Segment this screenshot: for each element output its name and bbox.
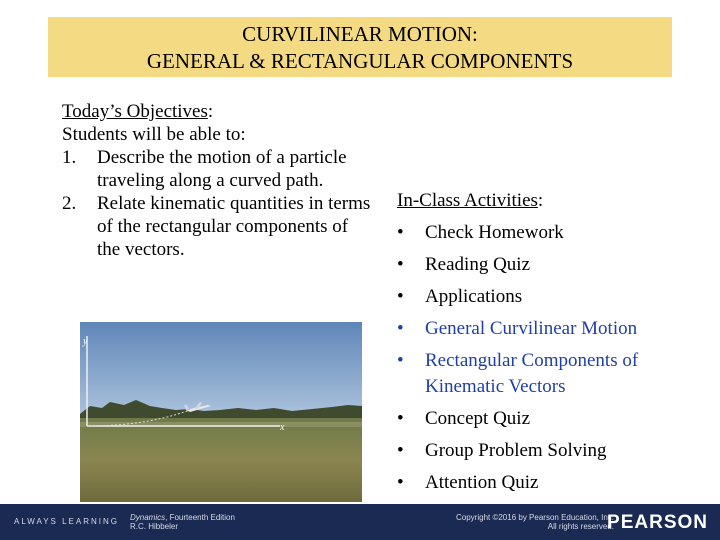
activities-heading: In-Class Activities (397, 190, 538, 211)
activity-item (397, 249, 697, 281)
activity-item (397, 281, 697, 313)
pearson-logo: PEARSON (607, 512, 708, 533)
title-line-1: CURVILINEAR MOTION: (242, 22, 478, 46)
activity-item-current (397, 345, 697, 403)
bullet-icon: • (397, 472, 404, 493)
copyright-line-2: All rights reserved. (547, 522, 614, 531)
copyright-line-1: Copyright ©2016 by Pearson Education, Inc. (456, 513, 614, 522)
activity-text: Attention Quiz (425, 472, 539, 493)
book-title: Dynamics (130, 513, 166, 522)
activity-item (397, 467, 697, 499)
objective-text: Describe the motion of a particle traveling along a curved path. (97, 147, 347, 191)
objectives-section (62, 100, 372, 261)
objective-text: Relate kinematic quantities in terms of the rectangular components of the vectors. (97, 193, 371, 260)
book-edition: , Fourteenth Edition (165, 513, 235, 522)
airplane-takeoff-photo (80, 322, 362, 502)
activity-item (397, 403, 697, 435)
activity-item (397, 435, 697, 467)
bullet-icon: • (397, 318, 404, 339)
bullet-icon: • (397, 408, 404, 429)
photo-illustration (80, 322, 362, 502)
always-learning-tagline: ALWAYS LEARNING (14, 517, 119, 526)
bullet-icon: • (397, 254, 404, 275)
objectives-heading: Today’s Objectives (62, 101, 208, 122)
bullet-icon: • (397, 222, 404, 243)
objectives-intro: Students will be able to: (62, 124, 246, 145)
slide-title (48, 17, 672, 77)
activities-heading-row (397, 185, 697, 217)
footer-bar (0, 504, 720, 540)
activity-text: Reading Quiz (425, 254, 531, 275)
bullet-icon: • (397, 350, 404, 371)
objective-item (62, 192, 372, 261)
x-axis-label: x (280, 422, 285, 433)
book-credit (130, 513, 235, 531)
activity-text: Rectangular Components of Kinematic Vectors (425, 350, 639, 397)
copyright (456, 513, 614, 531)
sky (80, 322, 362, 414)
activity-text: Concept Quiz (425, 408, 531, 429)
objective-number: 1. (62, 147, 77, 168)
activity-item (397, 217, 697, 249)
objective-item (62, 146, 372, 192)
activity-text: Group Problem Solving (425, 440, 607, 461)
activity-text: General Curvilinear Motion (425, 318, 638, 339)
bullet-icon: • (397, 286, 404, 307)
y-axis-label: y (83, 336, 88, 347)
activities-heading-colon: : (537, 190, 544, 211)
activity-text: Check Homework (425, 222, 564, 243)
activity-text: Applications (425, 286, 523, 307)
activities-section (397, 185, 697, 499)
grass-field (80, 418, 362, 502)
book-title-line (130, 513, 235, 522)
activity-item-current (397, 313, 697, 345)
objectives-heading-colon: : (207, 101, 214, 122)
objectives-heading-row (62, 100, 372, 123)
title-line-2: GENERAL & RECTANGULAR COMPONENTS (146, 49, 574, 73)
bullet-icon: • (397, 440, 404, 461)
objective-number: 2. (62, 193, 77, 214)
book-author: R.C. Hibbeler (130, 522, 179, 531)
